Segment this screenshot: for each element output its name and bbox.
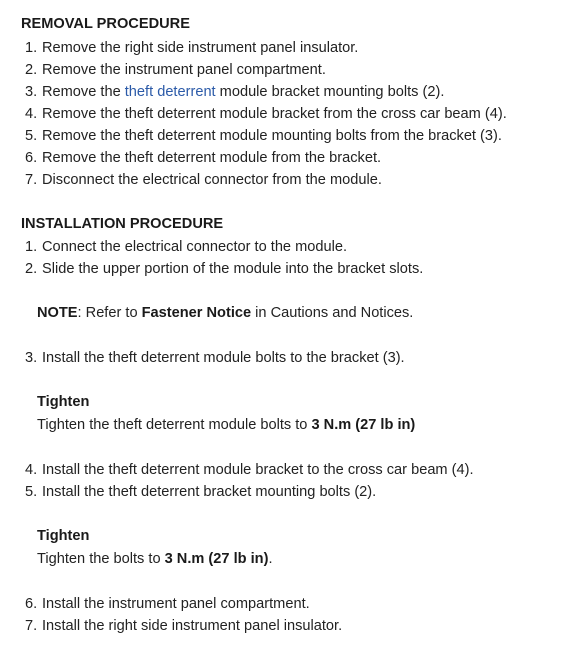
removal-heading: REMOVAL PROCEDURE [21, 16, 190, 32]
tighten-label: Tighten [37, 528, 90, 544]
removal-step-4 [25, 105, 507, 123]
step-text: Install the theft deterrent module bolts to the bracket (3). [42, 350, 405, 366]
tighten-text: . [268, 551, 273, 567]
fastener-note [37, 304, 413, 322]
step-text: Disconnect the electrical connector from the module. [42, 172, 382, 188]
tighten-label: Tighten [37, 394, 90, 410]
theft-deterrent-link[interactable]: theft deterrent [124, 84, 216, 100]
step-number: 2. [25, 261, 38, 277]
step-number: 6. [25, 596, 38, 612]
tighten-title-2 [37, 527, 89, 545]
removal-step-3 [25, 83, 444, 101]
removal-step-6 [25, 149, 381, 167]
step-text: Install the theft deterrent module bracket to the cross car beam (4). [42, 462, 474, 478]
step-text: Install the right side instrument panel insulator. [42, 618, 343, 634]
step-number: 7. [25, 618, 38, 634]
installation-step-5 [25, 483, 376, 501]
installation-heading: INSTALLATION PROCEDURE [21, 216, 224, 232]
tighten-spec-2 [37, 550, 273, 568]
installation-step-1 [25, 238, 347, 256]
step-text: Remove the right side instrument panel insulator. [42, 40, 359, 56]
step-number: 1. [25, 40, 38, 56]
step-number: 4. [25, 106, 38, 122]
step-text: Remove the theft deterrent module mounting bolts from the bracket (3). [42, 128, 502, 144]
step-text: module bracket mounting bolts (2). [215, 84, 445, 100]
removal-step-1 [25, 39, 358, 57]
step-number: 5. [25, 128, 38, 144]
installation-step-2 [25, 260, 423, 278]
step-text: Install the instrument panel compartment. [42, 596, 310, 612]
step-number: 2. [25, 62, 38, 78]
note-label: NOTE [37, 305, 78, 321]
tighten-text: Tighten the bolts to [37, 551, 165, 567]
tighten-text: Tighten the theft deterrent module bolts to [37, 417, 312, 433]
removal-step-5 [25, 127, 502, 145]
removal-step-7 [25, 171, 382, 189]
note-text: : Refer to [77, 305, 142, 321]
step-text: Connect the electrical connector to the module. [42, 239, 348, 255]
step-number: 1. [25, 239, 38, 255]
step-text: Remove the instrument panel compartment. [42, 62, 326, 78]
torque-value: 3 N.m (27 lb in) [311, 417, 416, 433]
installation-step-3 [25, 349, 405, 367]
installation-step-7 [25, 617, 342, 635]
step-number: 3. [25, 84, 38, 100]
note-text: in Cautions and Notices. [251, 305, 414, 321]
step-text: Slide the upper portion of the module into the bracket slots. [42, 261, 424, 277]
step-number: 5. [25, 484, 38, 500]
installation-step-6 [25, 595, 310, 613]
step-text: Remove the theft deterrent module bracket from the cross car beam (4). [42, 106, 507, 122]
step-number: 7. [25, 172, 38, 188]
step-text: Remove the theft deterrent module from the bracket. [42, 150, 382, 166]
fastener-notice-ref: Fastener Notice [141, 305, 252, 321]
step-number: 3. [25, 350, 38, 366]
removal-step-2 [25, 61, 326, 79]
torque-value: 3 N.m (27 lb in) [164, 551, 269, 567]
step-text: Remove the [42, 84, 125, 100]
tighten-spec-1 [37, 416, 415, 434]
step-number: 4. [25, 462, 38, 478]
installation-step-4 [25, 461, 474, 479]
step-text: Install the theft deterrent bracket mounting bolts (2). [42, 484, 377, 500]
tighten-title-1 [37, 393, 89, 411]
step-number: 6. [25, 150, 38, 166]
